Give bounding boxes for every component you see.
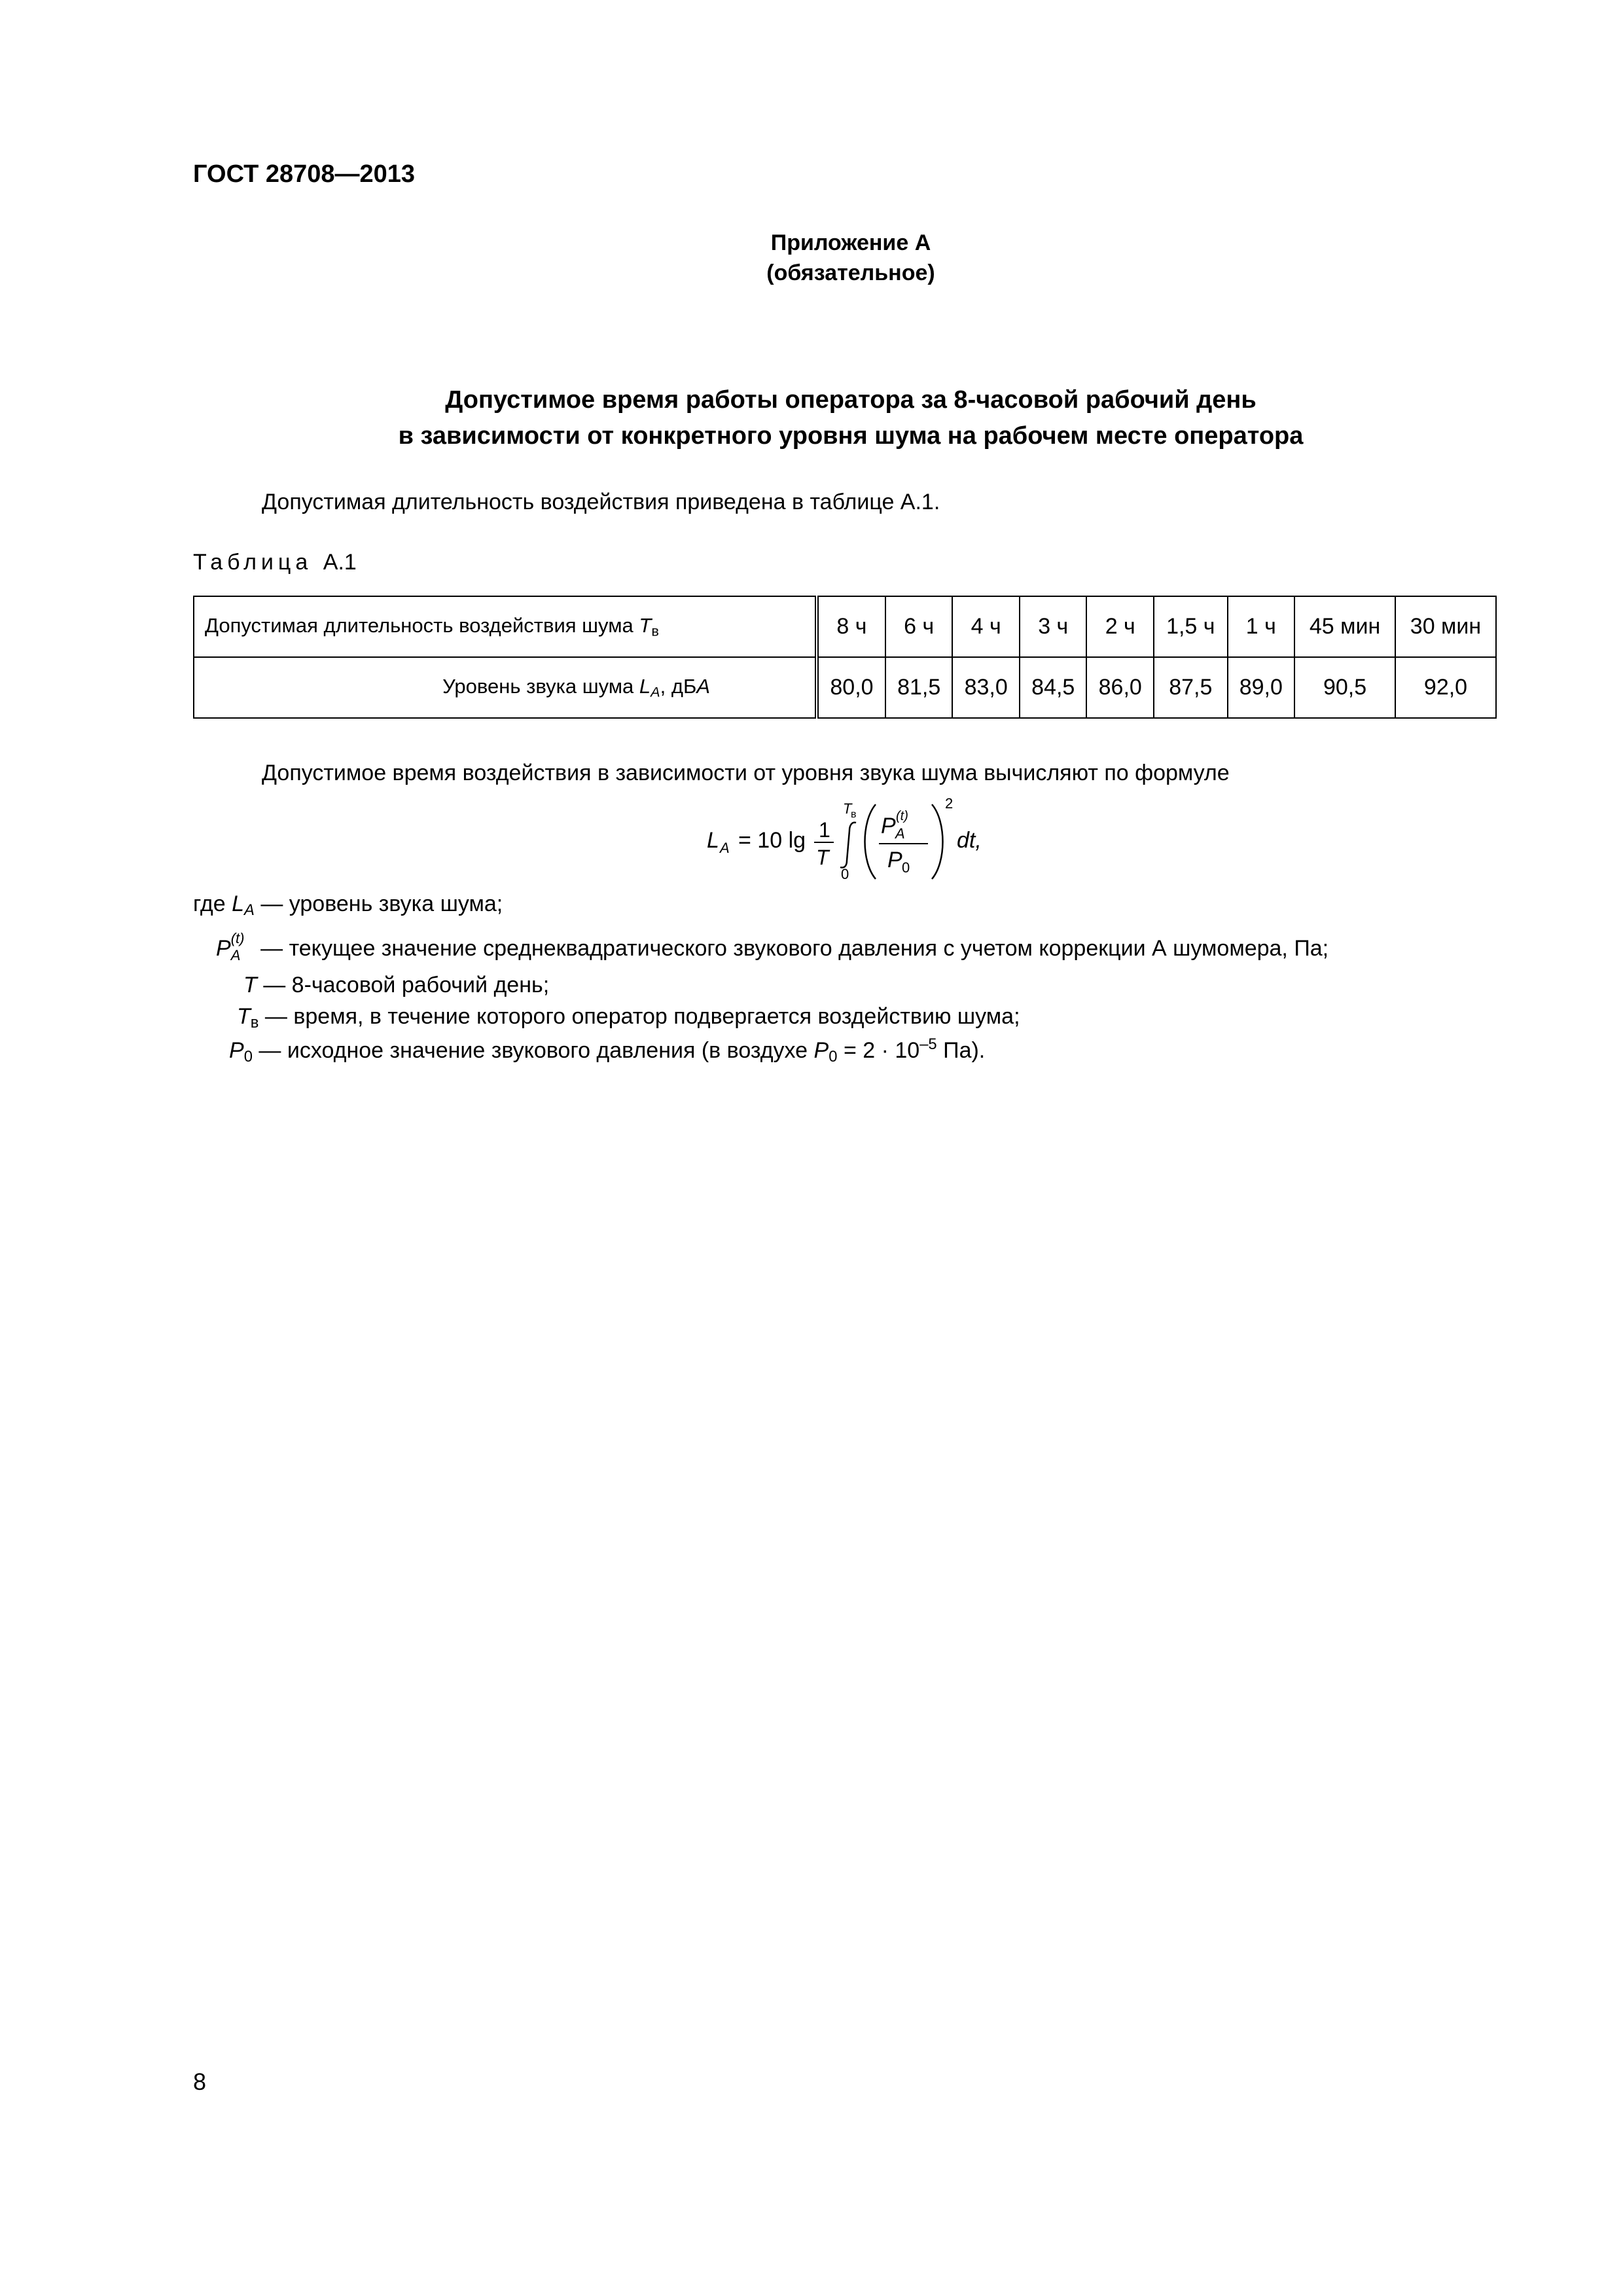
legend-where: где (193, 891, 226, 916)
duration-cell: 4 ч (952, 596, 1020, 657)
legend-tv (237, 1004, 1020, 1032)
formula-frac-den: T (816, 846, 829, 869)
legend-tv-symbol: T (237, 1004, 251, 1029)
legend-p0-symbol: P (229, 1038, 244, 1064)
legend-pa-symbol: P (216, 936, 231, 961)
table-row-level (194, 657, 1496, 718)
duration-row-header (194, 596, 817, 657)
formula-p-num-sub: A (895, 825, 905, 842)
formula-p-den-sub: 0 (902, 859, 910, 876)
duration-symbol-sub: в (651, 622, 659, 639)
formula-intro: Допустимое время воздействия в зависимости от уровня звука шума вычисляют по формуле (262, 761, 1230, 785)
level-cell: 86,0 (1086, 657, 1154, 718)
duration-symbol: T (639, 613, 652, 637)
formula-left-paren (865, 804, 876, 879)
formula-svg (707, 795, 1034, 880)
formula-dt: dt, (957, 828, 982, 853)
formula-equals: = 10 lg (738, 828, 806, 853)
legend-la (193, 891, 503, 920)
formula-int-upper: T (843, 800, 852, 817)
duration-cell: 1,5 ч (1154, 596, 1228, 657)
legend-la-symbol: L (232, 891, 244, 916)
legend-t (243, 973, 549, 998)
level-row-header (194, 657, 817, 718)
section-title-line-1: Допустимое время работы оператора за 8-часовой рабочий день (445, 386, 1257, 414)
formula-lhs-sub: A (720, 840, 730, 856)
annex-title: Приложение А (770, 230, 931, 255)
level-unit-italic: A (696, 674, 710, 698)
duration-cell: 3 ч (1020, 596, 1087, 657)
level-symbol-sub: A (651, 683, 660, 700)
page-number: 8 (193, 2068, 207, 2095)
legend-pa-sub: A (230, 947, 241, 963)
table-row-duration (194, 596, 1496, 657)
level-cell: 87,5 (1154, 657, 1228, 718)
formula-int-upper-sub: в (851, 809, 857, 820)
duration-cell: 1 ч (1228, 596, 1295, 657)
integral-sign (840, 823, 856, 868)
level-unit-prefix: , дБ (660, 674, 697, 698)
formula-right-paren (932, 804, 943, 879)
level-cell: 89,0 (1228, 657, 1295, 718)
legend-t-text: — 8-часовой рабочий день; (263, 973, 550, 997)
level-cell: 90,5 (1294, 657, 1395, 718)
legend-la-sub: A (244, 901, 255, 919)
table-label (193, 550, 357, 575)
legend-p0-inline-sub: 0 (829, 1048, 838, 1066)
intro-paragraph: Допустимая длительность воздействия приведена в таблице А.1. (262, 490, 940, 514)
legend-p0-text-c: Па). (943, 1038, 986, 1064)
legend-p0-sub: 0 (243, 1048, 253, 1066)
noise-exposure-table (193, 596, 1497, 719)
level-symbol: L (639, 674, 651, 698)
duration-cell: 45 мин (1294, 596, 1395, 657)
legend-la-text: — уровень звука шума; (260, 891, 503, 916)
duration-cell: 30 мин (1395, 596, 1496, 657)
legend-pa-text: — текущее значение среднеквадратического звукового давления с учетом коррекции А шумомера, Па; (260, 936, 1329, 961)
formula-frac-num: 1 (819, 818, 830, 842)
noise-level-formula (707, 795, 1034, 880)
level-cell: 81,5 (885, 657, 953, 718)
table-label-number: А.1 (323, 550, 357, 575)
level-header-text: Уровень звука шума (442, 674, 634, 698)
level-cell: 80,0 (817, 657, 885, 718)
legend-t-symbol: T (243, 973, 257, 997)
legend-tv-text: — время, в течение которого оператор подвергается воздействию шума; (264, 1004, 1020, 1029)
document-code: ГОСТ 28708—2013 (193, 160, 416, 188)
duration-cell: 2 ч (1086, 596, 1154, 657)
legend-tv-sub: в (250, 1013, 259, 1031)
formula-p-den: P (887, 848, 902, 872)
duration-header-text: Допустимая длительность воздействия шума (205, 613, 633, 637)
level-cell: 92,0 (1395, 657, 1496, 718)
formula-power: 2 (945, 795, 954, 812)
legend-pa-sup: (t) (230, 930, 245, 946)
section-title-line-2: в зависимости от конкретного уровня шума на рабочем месте оператора (398, 422, 1304, 450)
legend-p0-text-b: = 2 · 10 (843, 1038, 920, 1064)
formula-p-num-sup: (t) (896, 809, 908, 823)
legend-p0-text-a: — исходное значение звукового давления (в воздухе (259, 1038, 808, 1064)
duration-cell: 8 ч (817, 596, 885, 657)
table-label-word: Таблица (193, 550, 313, 575)
annex-status: (обязательное) (766, 260, 935, 285)
legend-p0 (229, 1035, 985, 1066)
legend-pa (216, 930, 1329, 963)
legend-p0-exp: –5 (919, 1035, 937, 1053)
duration-cell: 6 ч (885, 596, 953, 657)
formula-int-lower: 0 (841, 866, 849, 882)
formula-p-num: P (881, 814, 896, 838)
formula-lhs: L (707, 828, 719, 853)
level-cell: 84,5 (1020, 657, 1087, 718)
legend-p0-inline-symbol: P (813, 1038, 829, 1064)
level-cell: 83,0 (952, 657, 1020, 718)
